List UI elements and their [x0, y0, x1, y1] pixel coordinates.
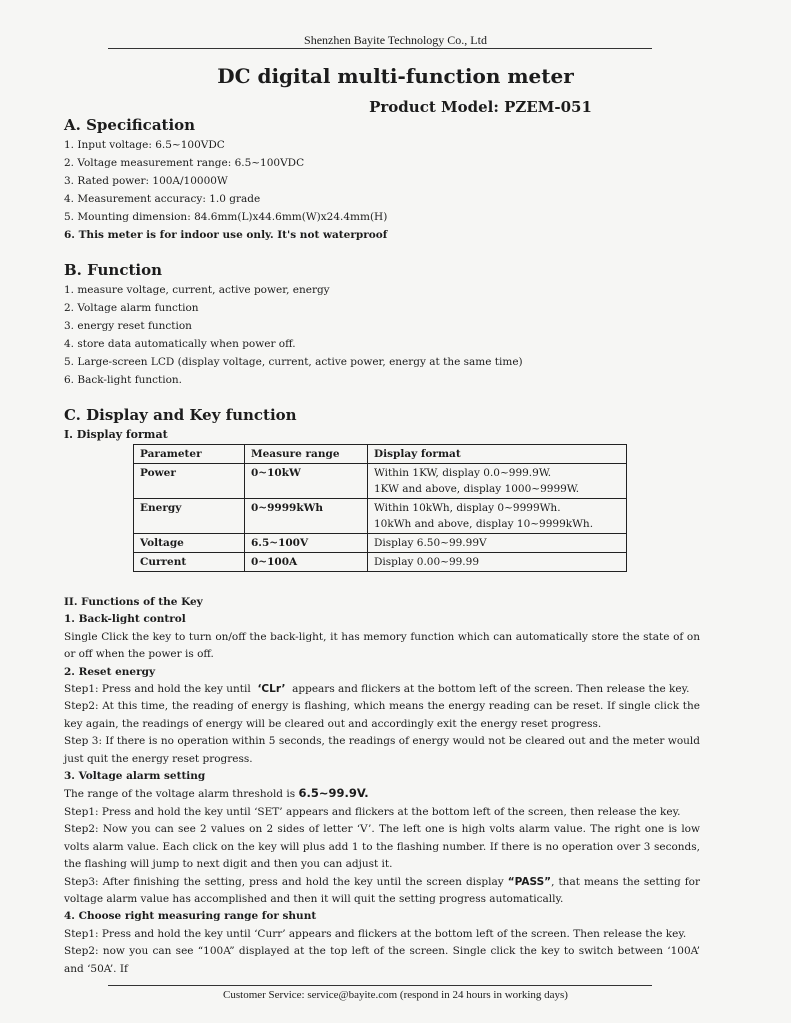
- key-functions-heading: II. Functions of the Key: [64, 596, 203, 608]
- alarm-range: [64, 785, 700, 803]
- table-row: [134, 499, 627, 534]
- product-model: Product Model: PZEM-051: [369, 98, 592, 116]
- format-line: Within 10kWh, display 0~9999Wh.: [374, 502, 561, 514]
- function-item: 4. store data automatically when power off.: [64, 338, 296, 350]
- spec-item: 3. Rated power: 100A/10000W: [64, 175, 228, 187]
- alarm-step3-text: , that means the setting for voltage alarm value has accomplished and then it will quit the setting progress automatically.: [64, 875, 701, 905]
- function-item: 1. measure voltage, current, active power, energy: [64, 284, 330, 296]
- range-cell: 6.5~100V: [245, 534, 368, 553]
- format-line: Within 1KW, display 0.0~999.9W.: [374, 467, 552, 479]
- spec-item: 2. Voltage measurement range: 6.5~100VDC: [64, 157, 305, 169]
- function-item: 3. energy reset function: [64, 320, 192, 332]
- column-header: Measure range: [245, 445, 368, 464]
- alarm-range-value: 6.5~99.9V.: [298, 786, 369, 801]
- function-heading: B. Function: [64, 261, 162, 279]
- reset-title: 2. Reset energy: [64, 665, 156, 678]
- function-item: 5. Large-screen LCD (display voltage, current, active power, energy at the same time): [64, 356, 523, 368]
- format-line: 10kWh and above, display 10~9999kWh.: [374, 518, 594, 530]
- alarm-step1: Step1: Press and hold the key until ‘SET’ appears and flickers at the bottom left of the screen, then release the key.: [64, 805, 681, 818]
- format-cell: [368, 464, 627, 499]
- alarm-step3-text: Step3: After finishing the setting, press and hold the key until the screen display: [64, 875, 504, 888]
- range-cell: 0~10kW: [245, 464, 368, 499]
- table-header-row: [134, 445, 627, 464]
- backlight-title: 1. Back-light control: [64, 613, 186, 626]
- reset-step2: Step2: At this time, the reading of energy is flashing, which means the energy reading can be reset. If single click the key again, the readings of energy will be cleared out and accordingly exit the energy reset progress.: [64, 700, 700, 730]
- range-cell: 0~9999kWh: [245, 499, 368, 534]
- shunt-step2: Step2: now you can see “100A” displayed at the top left of the screen. Single click the key to switch between ‘100A’ and ‘50A’. If: [64, 945, 700, 975]
- display-format-table: [133, 444, 627, 572]
- reset-step1: [64, 681, 700, 698]
- company-header: Shenzhen Bayite Technology Co., Ltd: [304, 33, 487, 47]
- alarm-step3: [64, 874, 700, 909]
- function-item: 2. Voltage alarm function: [64, 302, 199, 314]
- format-line: 1KW and above, display 1000~9999W.: [374, 483, 580, 495]
- param-cell: Current: [134, 553, 245, 572]
- alarm-step2: Step2: Now you can see 2 values on 2 sides of letter ‘V’. The left one is high volts alarm value. The right one is low volts alarm value. Each click on the key will plus add 1 to the flashing number. If there is no operation over 3 seconds, the flashing will jump to next digit and then you can adjust it.: [64, 823, 700, 871]
- column-header: Display format: [368, 445, 627, 464]
- alarm-range-text: The range of the voltage alarm threshold is: [64, 788, 296, 801]
- shunt-step1: Step1: Press and hold the key until ‘Curr’ appears and flickers at the bottom left of the screen. Then release the key.: [64, 927, 687, 940]
- customer-service-footer: Customer Service: service@bayite.com (respond in 24 hours in working days): [223, 989, 568, 1001]
- document-title: DC digital multi-function meter: [217, 64, 574, 88]
- range-cell: 0~100A: [245, 553, 368, 572]
- backlight-text: Single Click the key to turn on/off the back-light, it has memory function which can automatically store the state of on or off when the power is off.: [64, 630, 700, 661]
- pass-code: “PASS”: [507, 875, 552, 888]
- function-item: 6. Back-light function.: [64, 374, 182, 386]
- format-cell: Display 0.00~99.99: [368, 553, 627, 572]
- table-row: [134, 534, 627, 553]
- reset-step1-text: Step1: Press and hold the key until: [64, 683, 251, 696]
- column-header: Parameter: [134, 445, 245, 464]
- table-row: [134, 553, 627, 572]
- shunt-title: 4. Choose right measuring range for shunt: [64, 910, 317, 923]
- spec-heading: A. Specification: [64, 116, 196, 134]
- spec-item: 4. Measurement accuracy: 1.0 grade: [64, 193, 261, 205]
- spec-item: 6. This meter is for indoor use only. It's not waterproof: [64, 229, 388, 241]
- clr-code: ‘CLr’: [257, 683, 286, 696]
- format-cell: [368, 499, 627, 534]
- header-rule: [108, 48, 652, 49]
- display-format-subheading: I. Display format: [64, 428, 168, 441]
- footer-rule: [108, 985, 652, 986]
- spec-item: 1. Input voltage: 6.5~100VDC: [64, 139, 225, 151]
- table-row: [134, 464, 627, 499]
- param-cell: Voltage: [134, 534, 245, 553]
- alarm-title: 3. Voltage alarm setting: [64, 770, 206, 783]
- spec-item: 5. Mounting dimension: 84.6mm(L)x44.6mm(W)x24.4mm(H): [64, 211, 388, 223]
- format-cell: Display 6.50~99.99V: [368, 534, 627, 553]
- reset-step1-text: appears and flickers at the bottom left of the screen. Then release the key.: [292, 683, 690, 696]
- display-heading: C. Display and Key function: [64, 406, 297, 424]
- reset-step3: Step 3: If there is no operation within 5 seconds, the readings of energy would not be cleared out and the meter would just quit the energy reset progress.: [64, 735, 700, 765]
- param-cell: Energy: [134, 499, 245, 534]
- param-cell: Power: [134, 464, 245, 499]
- key-functions-section: [64, 594, 700, 978]
